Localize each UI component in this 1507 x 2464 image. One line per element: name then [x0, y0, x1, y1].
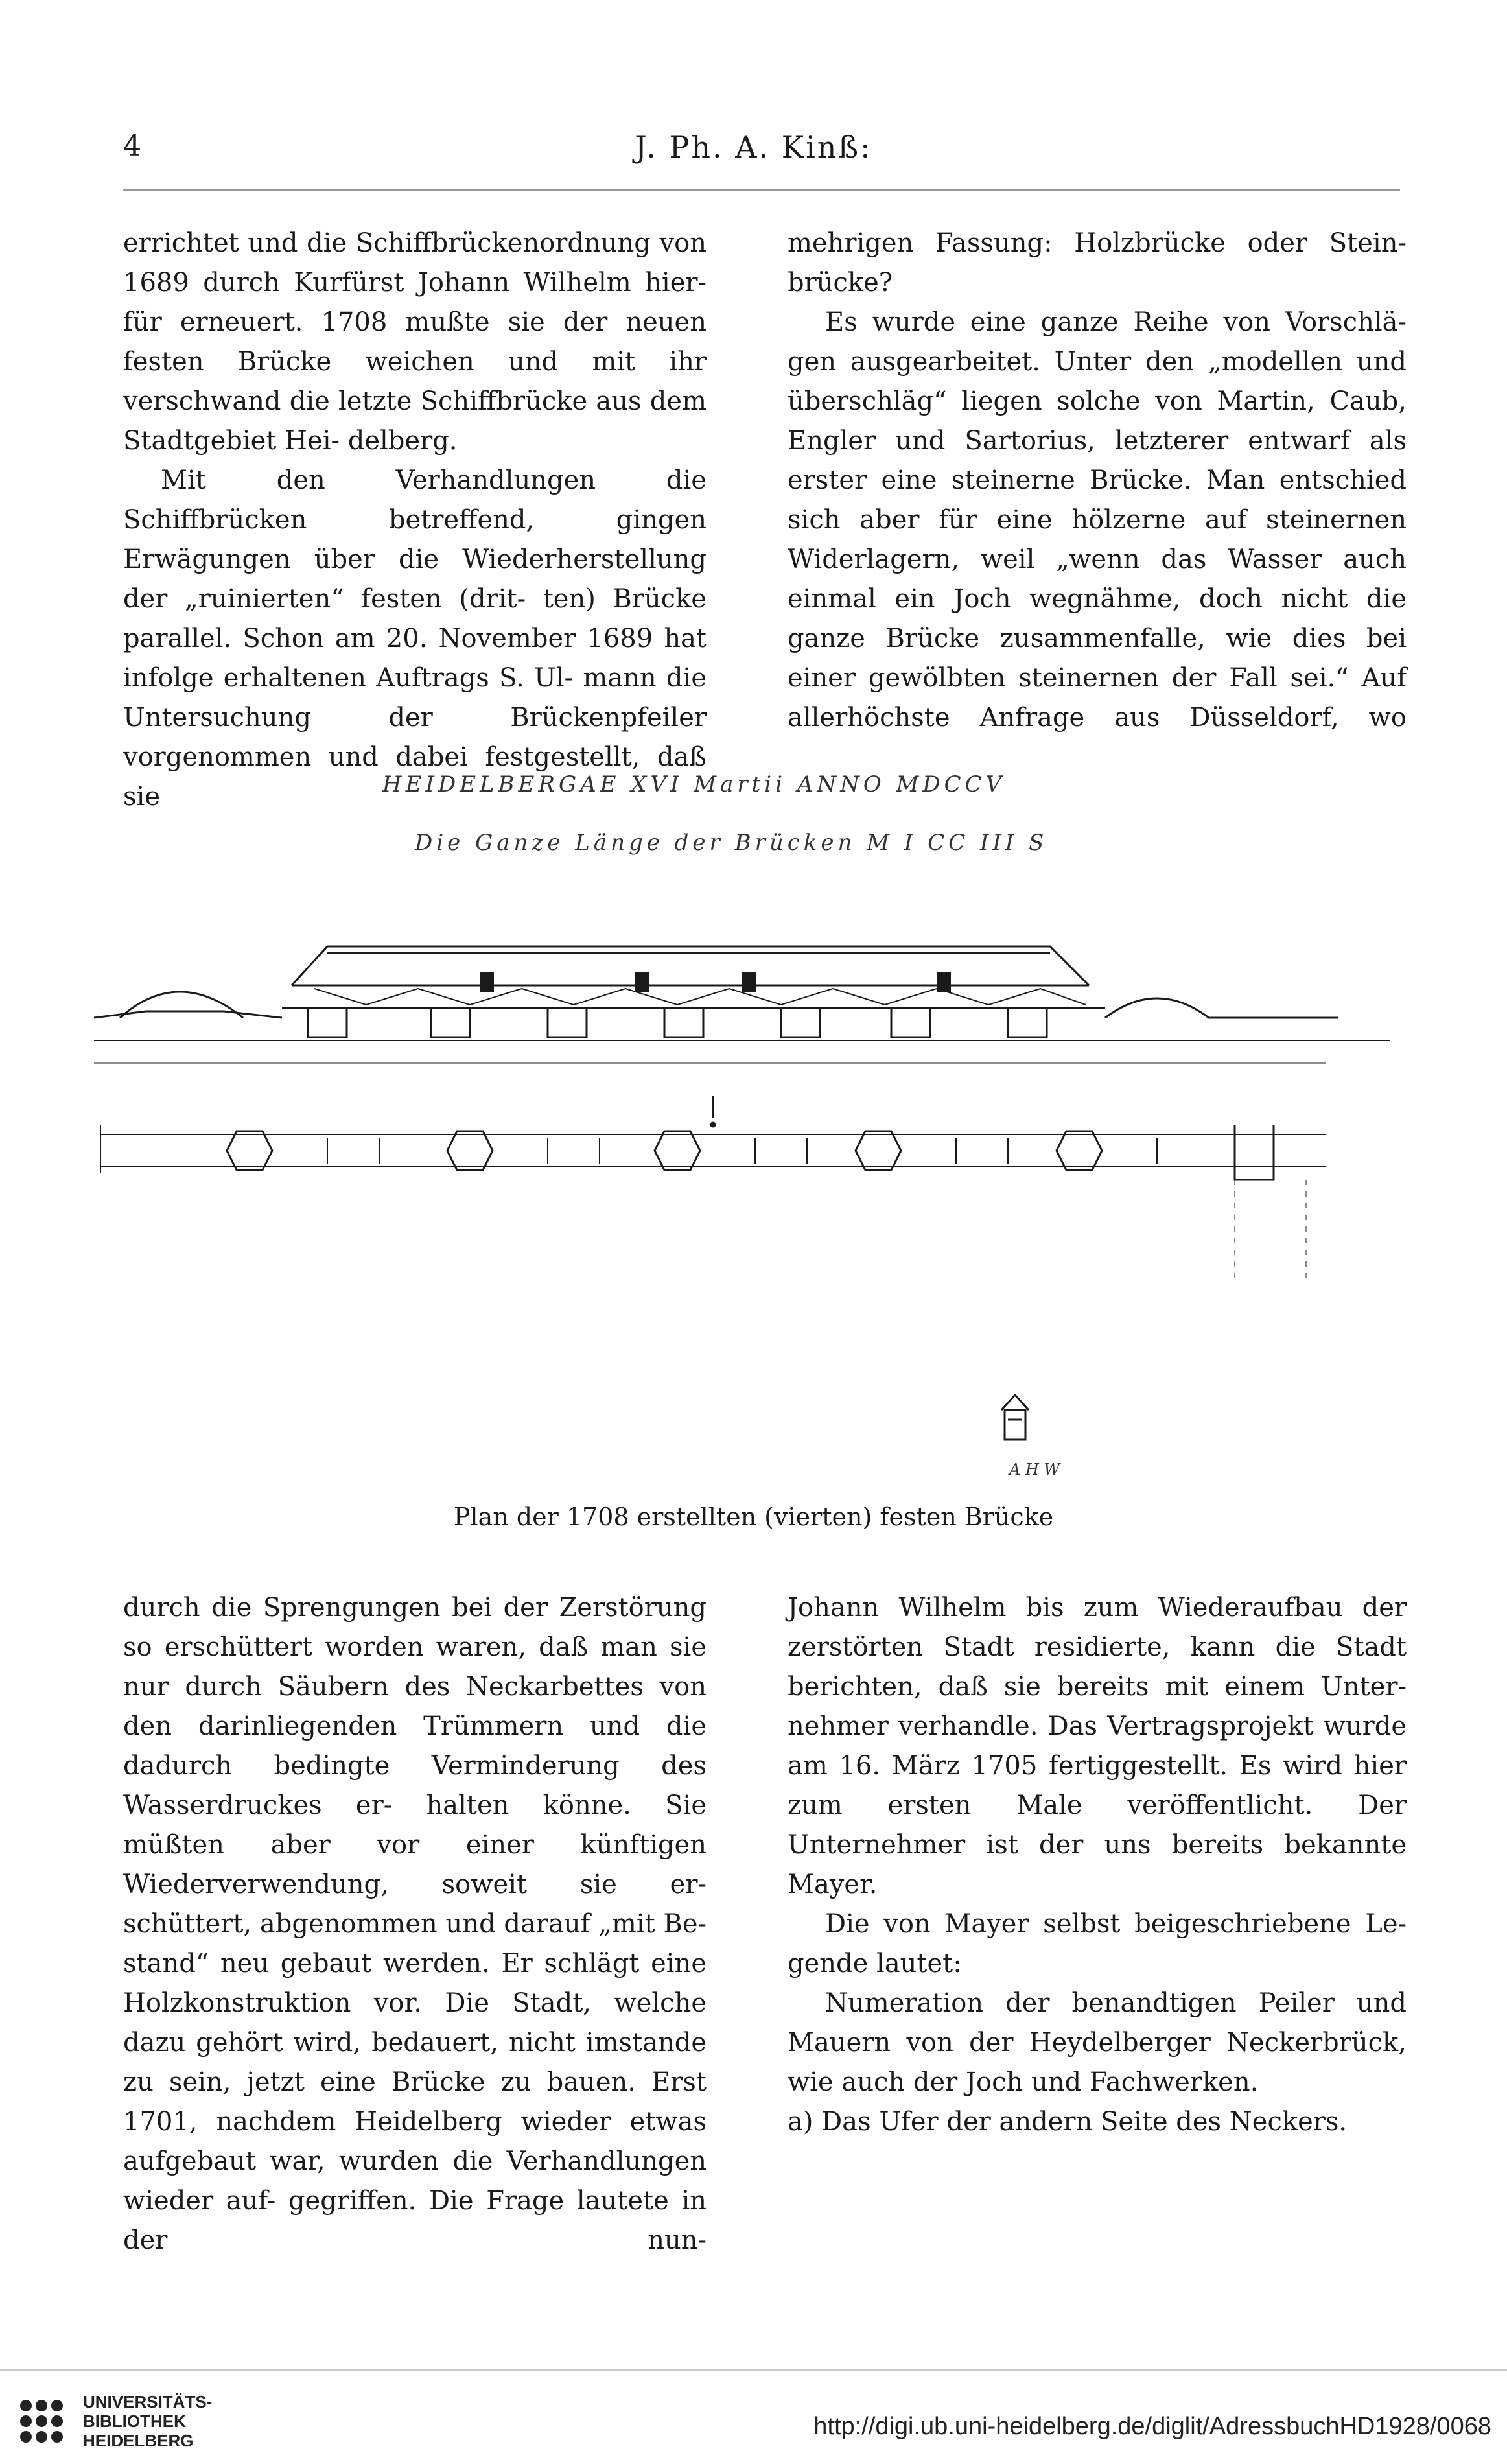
signature: A H W: [1009, 1461, 1060, 1479]
header-rule: [123, 189, 1400, 191]
paragraph: a) Das Ufer der andern Seite des Neckers.: [788, 2107, 1348, 2137]
bridge-truss: [314, 989, 1086, 1005]
inscription-line-1: HEIDELBERGAE XVI Martii ANNO MDCCV: [382, 771, 1006, 797]
column-left-bottom: [123, 1588, 707, 2260]
paragraph: Es wurde eine ganze Reihe von Vorschlä- gen ausgearbeitet. Unter den „modellen und überschläg“ liegen solche von Martin, Caub, Engler und Sartorius, letzterer entwarf als erster eine steinerne Brücke. Man entschied sich aber für eine hölzerne auf steinernen Widerlagern, weil „wenn das Wasser auch einmal ein Joch wegnähme, doch nicht die ganze Brücke zusammenfalle, wie dies bei einer gewölbten steinernen der Fall sei.“ Auf allerhöchste Anfrage aus Düsseldorf, wo: [788, 307, 1407, 733]
source-url-link[interactable]: http://digi.ub.uni-heidelberg.de/diglit/AdressbuchHD1928/0068: [813, 2413, 1491, 2440]
inscription-line-2: Die Ganze Länge der Brücken M I CC III S: [415, 830, 1048, 856]
figure-caption: Plan der 1708 erstellten (vierten) festen Brücke: [453, 1503, 1054, 1531]
library-logo-icon: [16, 2395, 67, 2447]
plan-view: [100, 1125, 1326, 1173]
seal-emblem: [1001, 1395, 1029, 1440]
running-title: J. Ph. A. Kinß:: [635, 130, 872, 165]
paragraph: Die von Mayer selbst beigeschriebene Le- gende lautet:: [788, 1909, 1407, 1978]
column-right-bottom: [788, 1588, 1407, 2142]
page-number: 4: [123, 130, 141, 163]
paragraph: Johann Wilhelm bis zum Wiederaufbau der zerstörten Stadt residierte, kann die Stadt berichten, daß sie bereits mit einem Unter- nehmer verhandle. Das Vertragsprojekt wurde am 16. März 1705 fertiggestellt. Es wird hier zum ersten Male veröffentlicht. Der Unternehmer ist der uns bereits bekannte Mayer.: [788, 1593, 1407, 1899]
bridge-plan-figure: [94, 869, 1410, 1494]
paragraph: Mit den Verhandlungen die Schiffbrücken betreffend, gingen Erwägungen über die Wiederherstellung der „ruinierten“ festen (drit- ten) Brücke parallel. Schon am 20. November 1689 hat infolge erhaltenen Auftrags S. Ul- mann die Untersuchung der Brückenpfeiler vorgenommen und dabei festgestellt, daß sie: [123, 465, 707, 812]
library-name-line: UNIVERSITÄTS-: [83, 2392, 213, 2411]
bridge-piers: [308, 1008, 1047, 1037]
library-name-line: HEIDELBERG: [83, 2431, 194, 2450]
library-logo[interactable]: [16, 2392, 212, 2450]
footer-rule: [0, 2369, 1507, 2371]
column-right-top: [788, 224, 1407, 738]
paragraph: mehrigen Fassung: Holzbrücke oder Stein- brücke?: [788, 228, 1407, 298]
library-name-line: BIBLIOTHEK: [83, 2411, 186, 2431]
paragraph: durch die Sprengungen bei der Zerstörung so erschüttert worden waren, daß man sie nur durch Säubern des Neckarbettes von den darinliegenden Trümmern und die dadurch bedingte Verminderung des Wasserdruckes er- halten könne. Sie müßten aber vor einer künftigen Wiederverwendung, soweit sie er- schüttert, abgenommen und darauf „mit Be- stand“ neu gebaut werden. Er schlägt eine Holzkonstruktion vor. Die Stadt, welche dazu gehört wird, bedauert, nicht imstande zu sein, jetzt eine Brücke zu bauen. Erst 1701, nachdem Heidelberg wieder etwas aufgebaut war, wurden die Verhandlungen wieder auf- gegriffen. Die Frage lautete in der nun-: [123, 1593, 707, 2255]
bridge-arches: [94, 992, 1338, 1018]
bridge-plan-drawing: [94, 869, 1410, 1491]
column-left-top: [123, 224, 707, 817]
paragraph: errichtet und die Schiffbrückenordnung von 1689 durch Kurfürst Johann Wilhelm hier- für erneuert. 1708 mußte sie der neuen festen Brücke weichen und mit ihr verschwand die letzte Schiffbrücke aus dem Stadtgebiet Hei- delberg.: [123, 228, 707, 456]
paragraph: Numeration der benandtigen Peiler und Mauern von der Heydelberger Neckerbrück, wie auch der Joch und Fachwerken.: [788, 1988, 1407, 2097]
